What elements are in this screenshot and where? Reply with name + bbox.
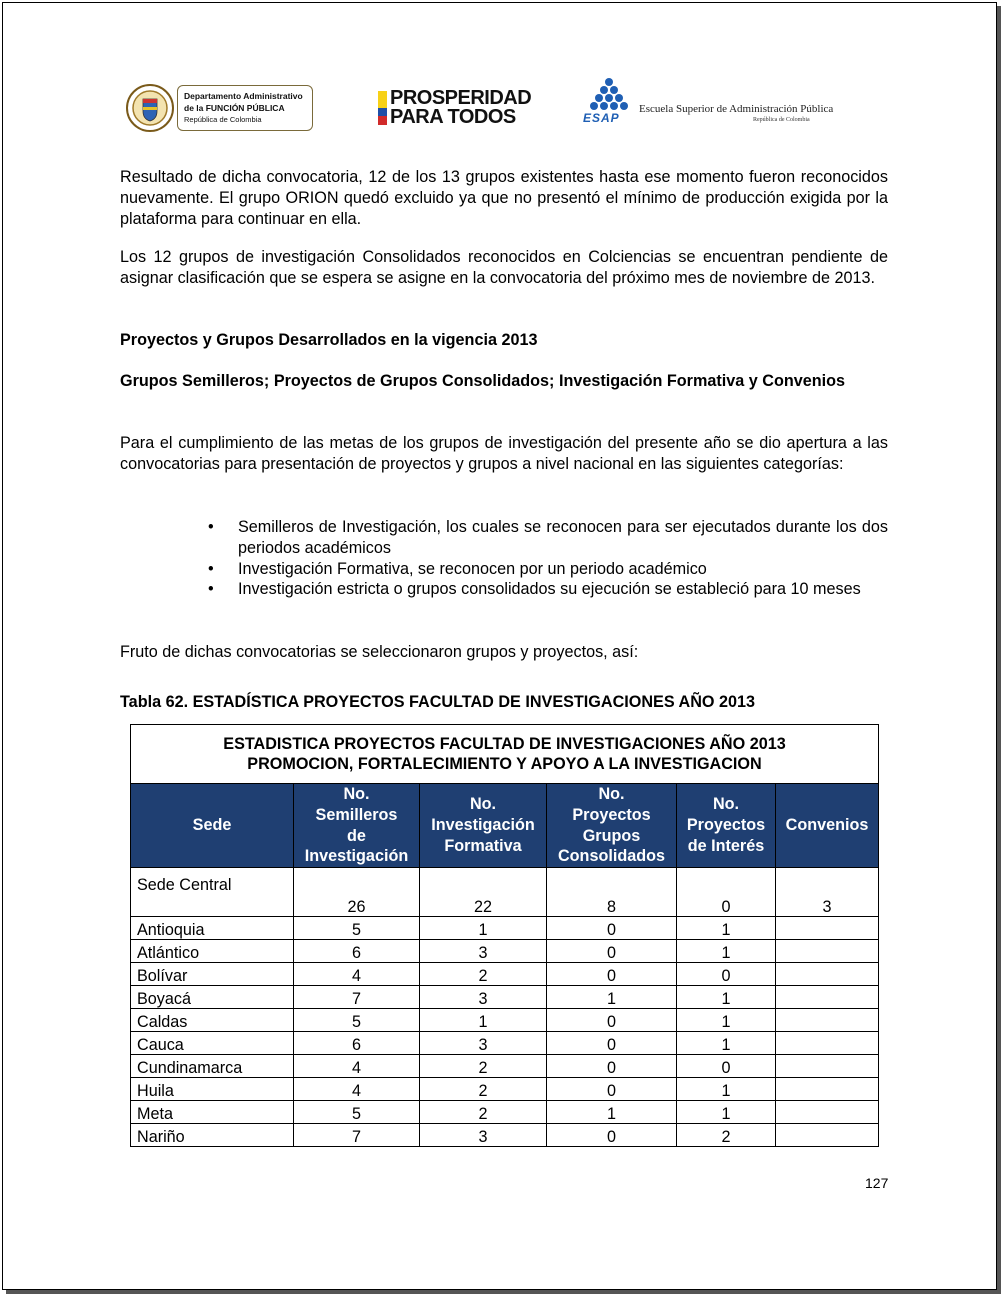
list-item <box>208 579 888 600</box>
column-header-consolidados <box>547 784 677 868</box>
header-line: No. <box>712 795 740 814</box>
table-row <box>131 1101 879 1124</box>
cell-interes: 1 <box>677 940 776 963</box>
header-line: Grupos <box>582 826 641 845</box>
header-line: Proyectos <box>686 816 766 835</box>
header-line: No. <box>598 785 625 803</box>
table-row <box>131 1032 879 1055</box>
cell-sede: Boyacá <box>131 986 294 1009</box>
table-row <box>131 1055 879 1078</box>
header-line: de Interés <box>687 836 765 855</box>
table-row <box>131 868 879 917</box>
cell-formativa: 1 <box>420 1009 547 1032</box>
bullet-icon: • <box>208 580 214 599</box>
dafp-line-2: de la FUNCIÓN PÚBLICA <box>184 103 285 113</box>
list-item <box>208 517 888 559</box>
cell-convenios <box>776 1009 879 1032</box>
cell-consolidados: 0 <box>547 940 677 963</box>
cell-convenios <box>776 940 879 963</box>
cell-interes: 1 <box>677 986 776 1009</box>
cell-semilleros: 5 <box>294 917 420 940</box>
header-line: Formativa <box>444 836 522 855</box>
cell-sede: Nariño <box>131 1124 294 1147</box>
prosperidad-line-2: PARA TODOS <box>390 106 516 128</box>
dafp-name-box <box>177 85 313 131</box>
cell-consolidados: 0 <box>547 917 677 940</box>
cell-convenios <box>776 1055 879 1078</box>
table-title-line-2: PROMOCION, FORTALECIMIENTO Y APOYO A LA INVESTIGACION <box>247 755 762 773</box>
cell-semilleros: 5 <box>294 1101 420 1124</box>
dafp-line-1: Departamento Administrativo <box>184 91 303 101</box>
section-heading-proyectos: Proyectos y Grupos Desarrollados en la vigencia 2013 <box>120 331 538 349</box>
cell-convenios <box>776 1078 879 1101</box>
cell-consolidados: 0 <box>547 1055 677 1078</box>
cell-interes: 2 <box>677 1124 776 1147</box>
cell-convenios <box>776 1101 879 1124</box>
header-line: Investigación <box>431 816 535 835</box>
cell-semilleros: 5 <box>294 1009 420 1032</box>
cell-consolidados: 0 <box>547 1078 677 1101</box>
column-header-convenios: Convenios <box>776 784 879 868</box>
list-item <box>208 559 888 580</box>
bullet-icon: • <box>208 559 214 578</box>
cell-formativa: 3 <box>420 940 547 963</box>
cell-formativa: 22 <box>420 868 547 917</box>
cell-sede: Caldas <box>131 1009 294 1032</box>
page-number: 127 <box>865 1175 889 1191</box>
table-row <box>131 917 879 940</box>
esap-name: Escuela Superior de Administración Pública <box>639 103 834 115</box>
header-line: Consolidados <box>557 847 666 866</box>
cell-sede: Bolívar <box>131 963 294 986</box>
cell-formativa: 1 <box>420 917 547 940</box>
cell-interes: 1 <box>677 1078 776 1101</box>
cell-sede: Sede Central <box>131 868 294 917</box>
cell-interes: 1 <box>677 1009 776 1032</box>
cell-consolidados: 1 <box>547 1101 677 1124</box>
dafp-line-3: República de Colombia <box>184 115 262 124</box>
cell-convenios: 3 <box>776 868 879 917</box>
table-row <box>131 1078 879 1101</box>
cell-consolidados: 0 <box>547 1032 677 1055</box>
table-row <box>131 1009 879 1032</box>
cell-semilleros: 7 <box>294 986 420 1009</box>
cell-consolidados: 0 <box>547 1124 677 1147</box>
cell-semilleros: 4 <box>294 1055 420 1078</box>
prosperidad-para-todos-logo <box>376 89 536 129</box>
cell-formativa: 2 <box>420 1055 547 1078</box>
esap-subtitle: República de Colombia <box>753 117 810 123</box>
cell-convenios <box>776 1124 879 1147</box>
cell-formativa: 2 <box>420 1101 547 1124</box>
table-row <box>131 1124 879 1147</box>
table-title <box>131 725 879 784</box>
cell-semilleros: 4 <box>294 963 420 986</box>
table-row <box>131 940 879 963</box>
cell-convenios <box>776 1032 879 1055</box>
cell-interes: 0 <box>677 963 776 986</box>
cell-convenios <box>776 986 879 1009</box>
cell-convenios <box>776 963 879 986</box>
cell-sede: Cundinamarca <box>131 1055 294 1078</box>
table-row <box>131 963 879 986</box>
esap-logo <box>581 77 834 133</box>
statistics-table <box>130 724 879 1147</box>
colombia-flag-icon <box>378 91 387 125</box>
categories-list <box>208 517 888 600</box>
cell-interes: 1 <box>677 917 776 940</box>
table-caption: Tabla 62. ESTADÍSTICA PROYECTOS FACULTAD DE INVESTIGACIONES AÑO 2013 <box>120 693 756 711</box>
cell-formativa: 3 <box>420 1032 547 1055</box>
esap-wordmark: ESAP <box>583 111 620 125</box>
header-line: Investigación <box>304 847 409 866</box>
column-header-interes <box>677 784 776 868</box>
dafp-logo <box>125 83 315 135</box>
header-line: Proyectos <box>572 805 651 824</box>
cell-formativa: 3 <box>420 986 547 1009</box>
prosperidad-line-1: PROSPERIDAD <box>390 87 532 109</box>
paragraph-fruto: Fruto de dichas convocatorias se seleccionaron grupos y proyectos, así: <box>120 643 639 661</box>
cell-consolidados: 8 <box>547 868 677 917</box>
list-item-text: Investigación Formativa, se reconocen por un periodo académico <box>238 559 707 578</box>
cell-consolidados: 0 <box>547 1009 677 1032</box>
header-line: No. <box>469 795 497 814</box>
cell-consolidados: 1 <box>547 986 677 1009</box>
cell-semilleros: 26 <box>294 868 420 917</box>
cell-formativa: 2 <box>420 1078 547 1101</box>
cell-interes: 0 <box>677 1055 776 1078</box>
cell-semilleros: 7 <box>294 1124 420 1147</box>
header-line: de <box>347 826 366 845</box>
bullet-icon: • <box>208 518 214 536</box>
paragraph-resultado: Resultado de dicha convocatoria, 12 de los 13 grupos existentes hasta ese momento fueron reconocidos nuevamente. El grupo ORION quedó excluido ya que no presentó el mínimo de producción exigida por la plataforma para continuar en ella. <box>120 168 888 228</box>
cell-sede: Antioquia <box>131 917 294 940</box>
column-header-semilleros <box>294 784 420 868</box>
table-title-line-1: ESTADISTICA PROYECTOS FACULTAD DE INVESTIGACIONES AÑO 2013 <box>223 735 786 753</box>
cell-formativa: 2 <box>420 963 547 986</box>
cell-interes: 1 <box>677 1101 776 1124</box>
header-line: Semilleros <box>315 805 398 824</box>
cell-sede: Atlántico <box>131 940 294 963</box>
cell-convenios <box>776 917 879 940</box>
section-heading-grupos: Grupos Semilleros; Proyectos de Grupos Consolidados; Investigación Formativa y Convenios <box>120 372 845 390</box>
cell-sede: Huila <box>131 1078 294 1101</box>
header-line: No. <box>343 785 370 803</box>
cell-sede: Cauca <box>131 1032 294 1055</box>
cell-consolidados: 0 <box>547 963 677 986</box>
cell-semilleros: 6 <box>294 940 420 963</box>
list-item-text: Investigación estricta o grupos consolidados su ejecución se estableció para 10 meses <box>238 580 861 599</box>
cell-interes: 1 <box>677 1032 776 1055</box>
cell-sede: Meta <box>131 1101 294 1124</box>
list-item-text: Semilleros de Investigación, los cuales se reconocen para ser ejecutados durante los dos periodos académicos <box>238 518 888 557</box>
paragraph-colciencias: Los 12 grupos de investigación Consolidados reconocidos en Colciencias se encuentran pendiente de asignar clasificación que se espera se asigne en la convocatoria del próximo mes de noviembre de 2013. <box>120 248 888 287</box>
column-header-sede: Sede <box>131 784 294 868</box>
esap-dots-icon <box>583 77 635 113</box>
colombia-coat-of-arms-icon <box>125 83 175 133</box>
cell-formativa: 3 <box>420 1124 547 1147</box>
paragraph-cumplimiento: Para el cumplimiento de las metas de los grupos de investigación del presente año se dio apertura a las convocatorias para presentación de proyectos y grupos a nivel nacional en las siguientes categorías: <box>120 434 888 473</box>
table-row <box>131 986 879 1009</box>
cell-interes: 0 <box>677 868 776 917</box>
column-header-formativa <box>420 784 547 868</box>
cell-semilleros: 6 <box>294 1032 420 1055</box>
document-page <box>2 2 997 1290</box>
cell-semilleros: 4 <box>294 1078 420 1101</box>
